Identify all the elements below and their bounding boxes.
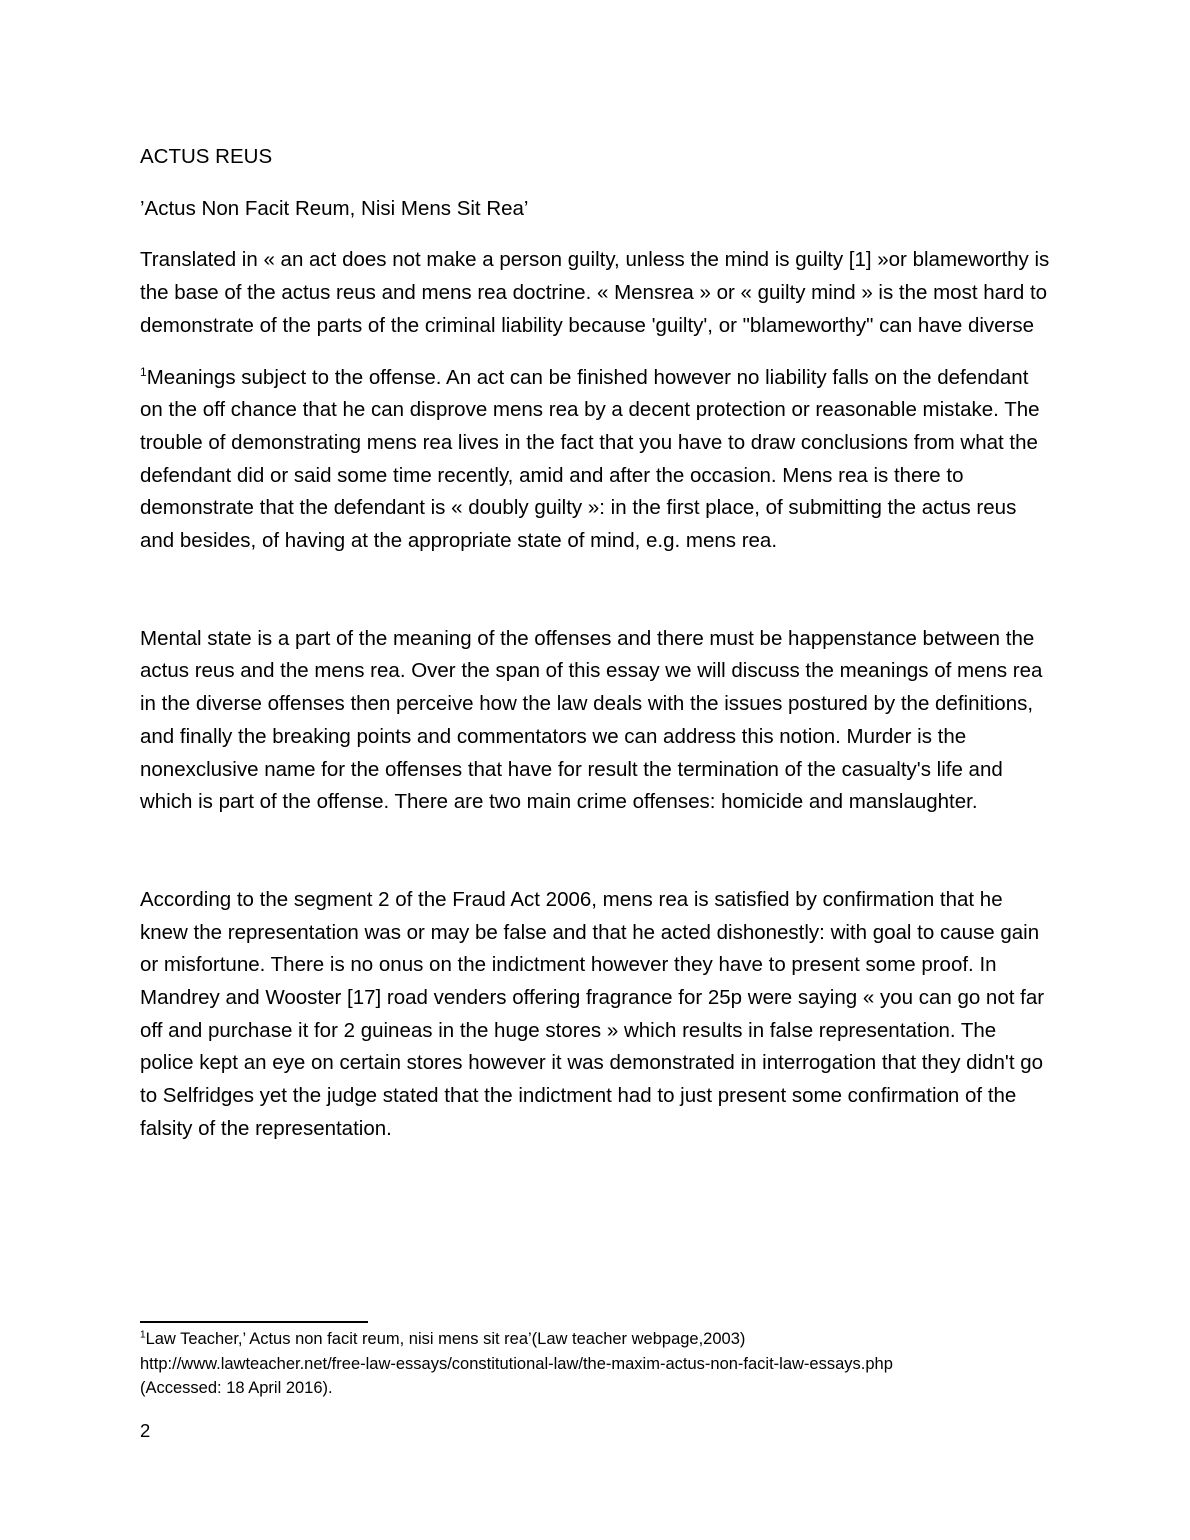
paragraph-fraud-act: According to the segment 2 of the Fraud Act 2006, mens rea is satisfied by confirmation that he knew the representation was or may be false and that he acted dishonestly: with goal to cause gain or misfortune. There is no onus on the indictment however they have to present some proof. In Mandrey and Wooster [17] road venders offering fragrance for 25p were saying « you can go not far off and purchase it for 2 guineas in the huge stores » which results in false representation. The police kept an eye on certain stores however it was demonstrated in interrogation that they didn't go to Selfridges yet the judge stated that the indictment had to just present some confirmation of the falsity of the representation. (140, 887, 1045, 1140)
footnote-reference[interactable]: 1 (140, 364, 147, 379)
footnote-url[interactable]: http://www.lawteacher.net/free-law-essays/constitutional-law/the-maxim-actus-non-facit-law-essays.php (140, 1354, 893, 1373)
page-number: 2 (140, 1420, 151, 1441)
paragraph-meanings (140, 362, 1052, 558)
paragraph-meanings-text: Meanings subject to the offense. An act can be finished however no liability falls on the defendant on the off chance that he can disprove mens rea by a decent protection or reasonable mistake. The trouble of demonstrating mens rea lives in the fact that you have to draw conclusions from what the defendant did or said some time recently, amid and after the occasion. Mens rea is there to demonstrate that the defendant is « doubly guilty »: in the first place, of submitting the actus reus and besides, of having at the appropriate state of mind, e.g. mens rea. (140, 365, 1040, 553)
paragraph-translation: Translated in « an act does not make a person guilty, unless the mind is guilty [1] »or blameworthy is the base of the actus reus and mens rea doctrine. « Mensrea » or « guilty mind » is the most hard to demonstrate of the parts of the criminal liability because 'guilty', or "blameworthy" can have diverse (140, 248, 1050, 337)
maxim-quote: ’Actus Non Facit Reum, Nisi Mens Sit Rea’ (140, 196, 529, 220)
footnote-marker: 1 (140, 1329, 146, 1341)
body-text (140, 141, 1052, 1146)
footnote-accessed: (Accessed: 18 April 2016). (140, 1379, 333, 1397)
footnote (140, 1327, 1040, 1401)
page-title: ACTUS REUS (140, 145, 273, 168)
footnote-citation: Law Teacher,’ Actus non facit reum, nisi mens sit rea’(Law teacher webpage,2003) (145, 1330, 746, 1348)
footnote-citation-line (140, 1327, 1040, 1352)
paragraph-mental-state: Mental state is a part of the meaning of the offenses and there must be happenstance between the actus reus and the mens rea. Over the span of this essay we will discuss the meanings of mens rea in the diverse offenses then perceive how the law deals with the issues postured by the definitions, and finally the breaking points and commentators we can address this notion. Murder is the nonexclusive name for the offenses that have for result the termination of the casualty's life and which is part of the offense. There are two main crime offenses: homicide and manslaughter. (140, 626, 1043, 814)
footnote-separator (140, 1321, 368, 1323)
